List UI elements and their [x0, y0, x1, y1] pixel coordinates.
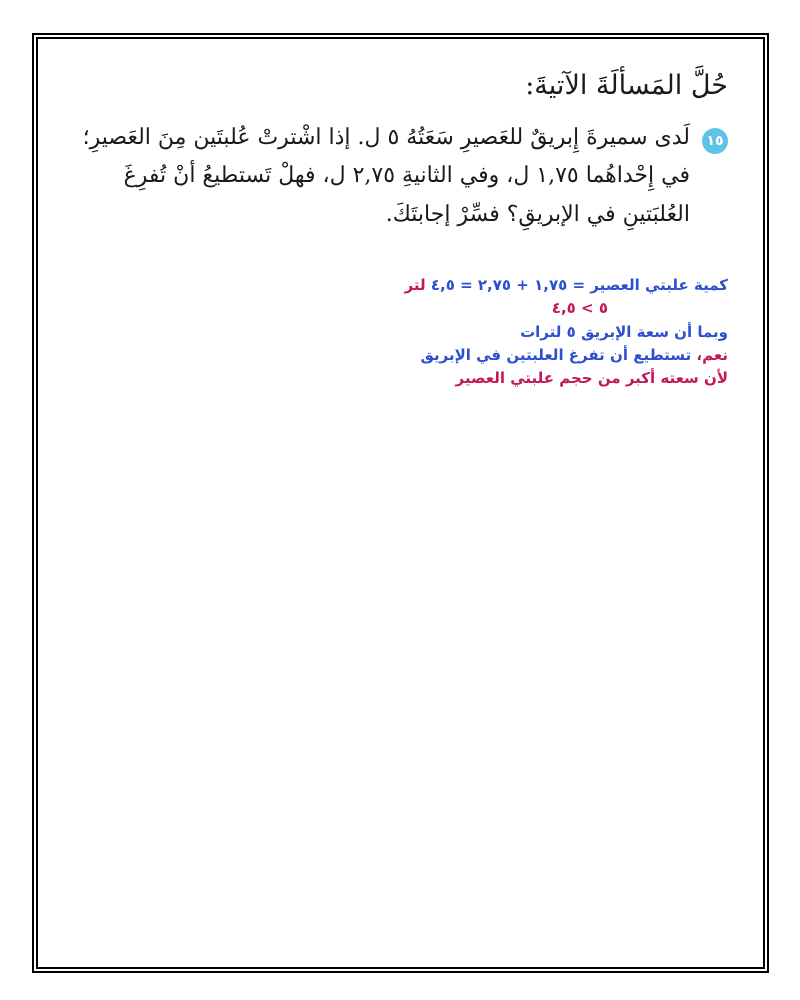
solution-line-total [68, 274, 728, 297]
exercise-heading: حُلَّ المَسألَةَ الآتيةَ: [525, 70, 728, 101]
worksheet-content [68, 66, 728, 390]
solution-line-capacity: وبما أن سعة الإبريق ٥ لترات [520, 322, 728, 341]
solution-line-reason: لأن سعته أكبر من حجم علبتي العصير [455, 369, 728, 387]
solution-line-answer [68, 344, 728, 367]
problem-number-badge: ١٥ [702, 128, 728, 154]
solution-block [68, 274, 728, 390]
problem-block [68, 119, 728, 235]
solution-line-comparison: ٥ > ٤,٥ [551, 299, 608, 318]
solution-total-unit: لتر [404, 276, 426, 294]
solution-answer-text: تستطيع أن تفرغ العلبتين في الإبريق [420, 345, 692, 364]
solution-total-equation: كمية علبتي العصير = ١,٧٥ + ٢,٧٥ = ٤,٥ [425, 276, 728, 294]
solution-answer-yes: نعم، [691, 345, 728, 364]
problem-text: لَدى سميرةَ إِبريقٌ للعَصيرِ سَعَتُهُ ٥ ل. إذا اشْترتْ عُلبتَين مِنَ العَصيرِ؛ في إِحْداهُما ١,٧٥ ل، وفي الثانيةِ ٢,٧٥ ل، فهلْ تَستطيعُ أنْ تُفرِغَ العُلبَتينِ في الإبريقِ؟ فسِّرْ إجابتَكَ. [82, 124, 690, 227]
